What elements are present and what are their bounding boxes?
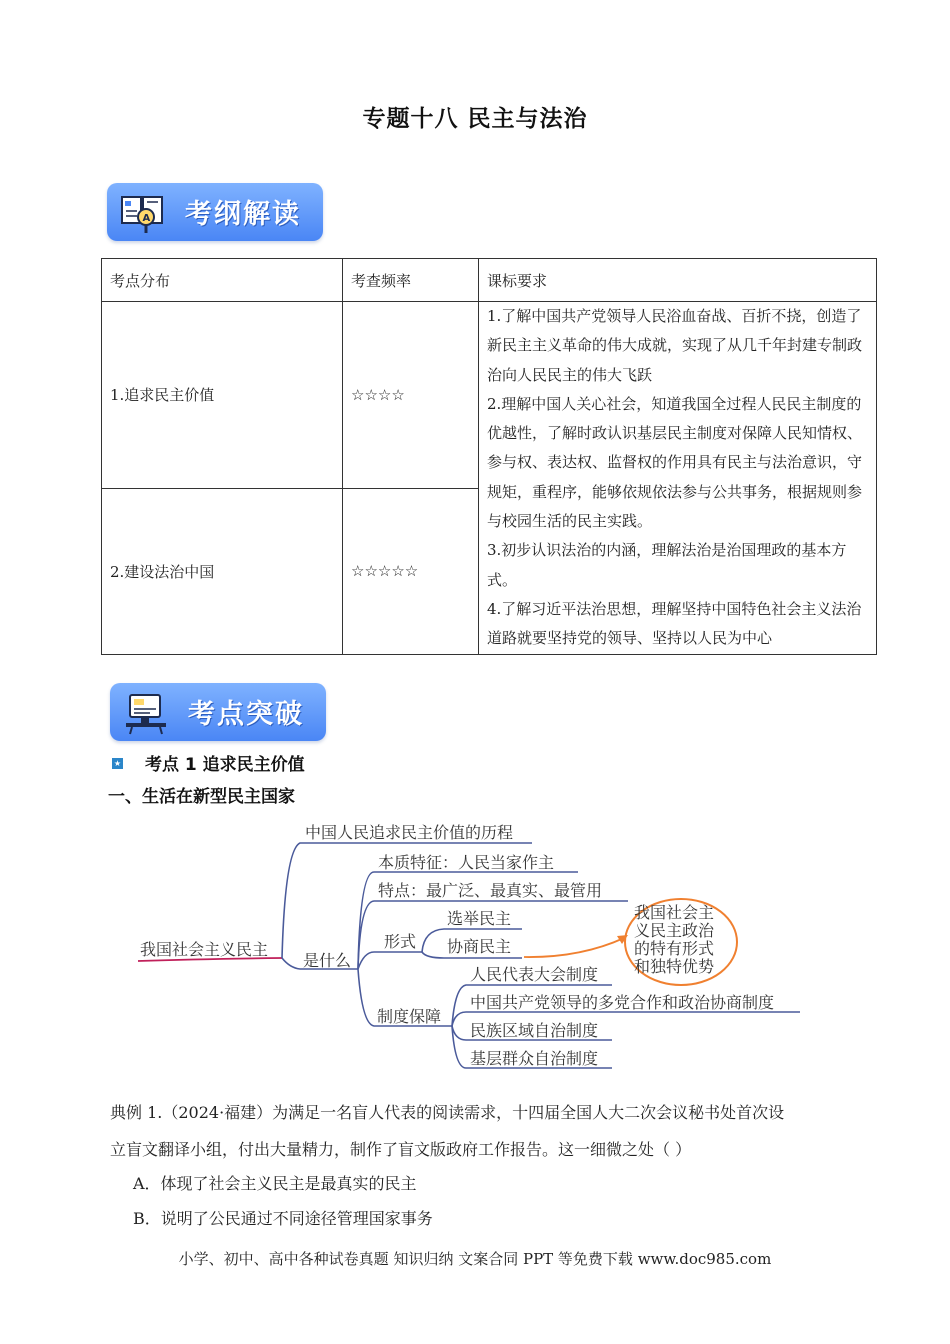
keypoints-banner: [110, 683, 326, 741]
mind-callout-line: 我国社会主: [634, 903, 715, 922]
question-line: 典例 1.（2024·福建）为满足一名盲人代表的阅读需求，十四届全国人大二次会议秘书处首次设: [110, 1103, 785, 1122]
mind-callout-line: 的特有形式: [634, 939, 715, 958]
mind-callout-line: 义民主政治: [634, 921, 715, 940]
mind-system-item: 中国共产党领导的多党合作和政治协商制度: [470, 993, 775, 1012]
star-bullet-icon: ★: [113, 758, 122, 768]
mind-history: 中国人民追求民主价值的历程: [305, 823, 514, 842]
frequency-cell: ☆☆☆☆☆: [343, 488, 479, 654]
mind-form: 形式: [384, 932, 417, 951]
example-question: [110, 1094, 850, 1168]
keypoint-label: 考点 1 追求民主价值: [145, 755, 305, 775]
keypoints-banner-label: 考点突破: [188, 699, 304, 730]
mind-essence: 本质特征：人民当家作主: [378, 853, 555, 872]
table-header-row: [102, 259, 877, 302]
keypoint-heading: [112, 750, 305, 775]
mind-features: 特点：最广泛、最真实、最管用: [378, 881, 603, 900]
frequency-cell: ☆☆☆☆: [343, 302, 479, 489]
mind-system-item: 人民代表大会制度: [470, 965, 599, 984]
requirement-item: 2.理解中国人关心社会，知道我国全过程人民民主制度的优越性，了解时政认识基层民主制度对保障人民知情权、参与权、表达权、监督权的作用具有民主与法治意识，守规矩，重程序，能够依规依法参与公共事务，根据规则参与校园生活的民主实践。: [487, 394, 863, 531]
computer-desk-icon: [122, 689, 170, 735]
requirement-item: 1.了解中国共产党领导人民浴血奋战、百折不挠，创造了新民主主义革命的伟大成就，实现了从几千年封建专制政治向人民民主的伟大飞跃: [487, 307, 863, 384]
outline-banner: [107, 183, 323, 241]
mind-map: [0, 810, 950, 1080]
header-requirements: 课标要求: [479, 259, 877, 302]
table-row: [102, 302, 877, 489]
mind-root: 我国社会主义民主: [140, 940, 269, 959]
page-title: 专题十八 民主与法治: [362, 106, 588, 132]
option-a: A．体现了社会主义民主是最真实的民主: [133, 1174, 417, 1193]
requirement-item: 3.初步认识法治的内涵，理解法治是治国理政的基本方式。: [487, 541, 847, 589]
requirement-item: 4.了解习近平法治思想，理解坚持中国特色社会主义法治道路就要坚持党的领导、坚持以人民为中心: [487, 599, 862, 648]
mind-system-item: 民族区域自治制度: [470, 1021, 599, 1040]
question-line: 立盲文翻译小组，付出大量精力，制作了盲文版政府工作报告。这一细微之处（ ）: [110, 1140, 692, 1159]
outline-banner-label: 考纲解读: [185, 199, 301, 230]
option-b: B．说明了公民通过不同途径管理国家事务: [133, 1209, 433, 1228]
outline-table: [101, 258, 877, 655]
book-magnifier-icon: [119, 189, 167, 235]
mind-callout-line: 和独特优势: [634, 957, 715, 976]
mind-system-item: 基层群众自治制度: [470, 1049, 599, 1068]
mind-form-item: 协商民主: [447, 937, 512, 956]
mind-form-item: 选举民主: [447, 909, 512, 928]
header-topic: 考点分布: [102, 259, 343, 302]
mind-what: 是什么: [303, 951, 352, 970]
header-frequency: 考查频率: [343, 259, 479, 302]
topic-cell: 1.追求民主价值: [102, 302, 343, 489]
footer: 小学、初中、高中各种试卷真题 知识归纳 文案合同 PPT 等免费下载 www.doc985.com: [178, 1250, 772, 1268]
svg-text:A: A: [142, 213, 151, 224]
topic-cell: 2.建设法治中国: [102, 488, 343, 654]
requirements-cell: [479, 302, 877, 655]
section-heading: 一、生活在新型民主国家: [108, 787, 295, 807]
mind-system: 制度保障: [377, 1007, 442, 1026]
